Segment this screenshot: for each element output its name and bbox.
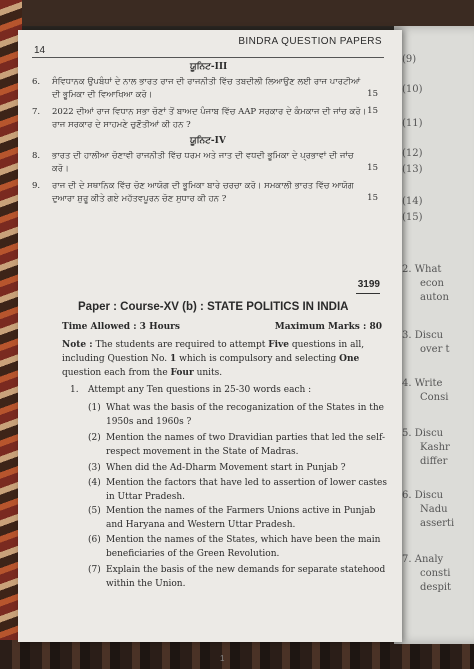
question-text: ਰਾਜ ਦੀ ਦੇ ਸਥਾਨਿਕ ਵਿੱਚ ਚੋਣ ਆਯੋਗ ਦੀ ਭੂਮਿਕਾ ਬਾਰੇ ਚਰਚਾ ਕਰੋ। ਸਮਕਾਲੀ ਭਾਰਤ ਵਿੱਚ ਆਯੋਗ ਦੁਆਰਾ ਸ਼ੁਰੂ ਕੀਤੇ ਗਏ ਮਹੱਤਵਪੂਰਨ ਚੋਣ ਸੁਧਾਰ ਕੀ ਹਨ ? bbox=[52, 181, 354, 204]
note-emphasis: 1 bbox=[170, 354, 177, 364]
next-page-fragment: econ bbox=[420, 278, 444, 289]
unit-heading: ਯੂਨਿਟ-III bbox=[190, 62, 228, 72]
question-text: ਸੰਵਿਧਾਨਕ ਉਪਬੰਧਾਂ ਦੇ ਨਾਲ ਭਾਰਤ ਰਾਜ ਦੀ ਰਾਜਨੀਤੀ ਵਿੱਚ ਤਬਦੀਲੀ ਲਿਆਉਣ ਲਈ ਰਾਜ ਪਾਰਟੀਆਂ ਦੀ ਭੂਮਿਕਾ ਦੀ ਵਿਆਖਿਆ ਕਰੋ। bbox=[52, 77, 361, 100]
next-page-fragment: 4. Write bbox=[402, 378, 443, 389]
note-emphasis: Four bbox=[170, 368, 194, 378]
note-emphasis: One bbox=[339, 354, 360, 364]
next-page-fragment: consti bbox=[420, 568, 451, 579]
next-page-fragment: asserti bbox=[420, 518, 455, 529]
next-page-fragment: (11) bbox=[402, 118, 423, 129]
sub-question-text: Mention the names of two Dravidian parties that led the self-respect movement in the State of Madras. bbox=[106, 433, 386, 457]
question-marks: 15 bbox=[367, 89, 378, 99]
header-rule bbox=[32, 57, 384, 58]
paper-code-rule bbox=[356, 293, 380, 294]
question-text: Attempt any Ten questions in 25-30 words each : bbox=[88, 385, 312, 395]
next-page-fragment: 5. Discu bbox=[402, 428, 444, 439]
sub-question bbox=[88, 461, 388, 475]
note-text: question each from the bbox=[62, 368, 171, 378]
next-page-fragment: (10) bbox=[402, 84, 423, 95]
sub-question bbox=[88, 476, 388, 504]
question-number: 9. bbox=[32, 181, 41, 191]
next-page-fragment: over t bbox=[420, 344, 450, 355]
paper-code: 3199 bbox=[357, 279, 380, 290]
instructions-note bbox=[62, 338, 388, 380]
next-page-fragment: (14) bbox=[402, 196, 423, 207]
sub-question-text: Mention the factors that have led to assertion of lower castes in Uttar Pradesh. bbox=[106, 478, 387, 502]
sub-question-number: (4) bbox=[88, 478, 101, 488]
next-page-fragment: Consi bbox=[420, 392, 449, 403]
maximum-marks: Maximum Marks : 80 bbox=[274, 322, 382, 332]
next-page-fragment: (15) bbox=[402, 212, 423, 223]
next-page-fragment: 3. Discu bbox=[402, 330, 444, 341]
next-page-fragment: Nadu bbox=[420, 504, 448, 515]
next-page-fragment: (13) bbox=[402, 164, 423, 175]
next-page-fragment: 7. Analy bbox=[402, 554, 444, 565]
time-allowed: Time Allowed : 3 Hours bbox=[62, 322, 180, 332]
sub-question-number: (5) bbox=[88, 506, 101, 516]
sub-question-number: (3) bbox=[88, 463, 101, 473]
next-page-fragment: 2. What bbox=[402, 264, 442, 275]
question-8-punjabi bbox=[32, 150, 368, 176]
sub-question bbox=[88, 533, 388, 561]
question-number: 8. bbox=[32, 151, 41, 161]
question-7-punjabi bbox=[32, 106, 368, 132]
paper-title: Paper : Course-XV (b) : STATE POLITICS IN INDIA bbox=[78, 301, 349, 313]
sub-question-text: When did the Ad-Dharm Movement start in Punjab ? bbox=[106, 463, 346, 473]
next-page-fragment: (12) bbox=[402, 148, 423, 159]
question-6-punjabi bbox=[32, 76, 368, 102]
sub-question-text: Explain the basis of the new demands for separate statehood within the Union. bbox=[106, 565, 386, 589]
question-9-punjabi bbox=[32, 180, 368, 206]
question-number: 7. bbox=[32, 107, 41, 117]
unit-heading: ਯੂਨਿਟ-IV bbox=[190, 136, 226, 146]
note-text: The students are required to attempt bbox=[95, 340, 269, 350]
next-page-fragment: differ bbox=[420, 456, 448, 467]
image-page-indicator: 1 bbox=[220, 654, 225, 663]
next-page-fragment: auton bbox=[420, 292, 449, 303]
note-text: which is compulsory and selecting bbox=[176, 354, 340, 364]
page-number: 14 bbox=[34, 45, 46, 56]
question-marks: 15 bbox=[367, 163, 378, 173]
sub-question-number: (7) bbox=[88, 565, 101, 575]
next-page bbox=[394, 26, 474, 644]
sub-question-number: (2) bbox=[88, 433, 101, 443]
sub-question-number: (6) bbox=[88, 535, 101, 545]
note-label: Note : bbox=[62, 340, 93, 350]
next-page-fragment: 6. Discu bbox=[402, 490, 444, 501]
question-text: 2022 ਦੀਆਂ ਰਾਜ ਵਿਧਾਨ ਸਭਾ ਚੋਣਾਂ ਤੋਂ ਬਾਅਦ ਪੰਜਾਬ ਵਿੱਚ AAP ਸਰਕਾਰ ਦੇ ਕੰਮਕਾਜ ਦੀ ਜਾਂਚ ਕਰੋ। ਰਾਜ ਸਰਕਾਰ ਦੇ ਸਾਹਮਣੇ ਚੁਣੌਤੀਆਂ ਕੀ ਹਨ ? bbox=[52, 107, 367, 130]
next-page-fragment: despit bbox=[420, 582, 452, 593]
question-marks: 15 bbox=[367, 106, 378, 116]
note-text: questions in all, including Question No. bbox=[62, 340, 365, 364]
sub-question bbox=[88, 431, 388, 459]
sub-question-text: Mention the names of the Farmers Unions active in Punjab and Haryana and Western Uttar Pradesh. bbox=[106, 506, 376, 530]
background-floor bbox=[0, 640, 474, 669]
background-top bbox=[0, 0, 474, 26]
question-number: 6. bbox=[32, 77, 41, 87]
sub-question-text: Mention the names of the States, which have been the main beneficiaries of the Green Revolution. bbox=[106, 535, 381, 559]
sub-question bbox=[88, 563, 388, 591]
question-paper-page bbox=[18, 30, 402, 642]
sub-question bbox=[88, 504, 388, 532]
question-text: ਭਾਰਤ ਦੀ ਹਾਲੀਆ ਚੋਣਾਵੀ ਰਾਜਨੀਤੀ ਵਿੱਚ ਧਰਮ ਅਤੇ ਜਾਤ ਦੀ ਵਧਦੀ ਭੂਮਿਕਾ ਦੇ ਪ੍ਰਭਾਵਾਂ ਦੀ ਜਾਂਚ ਕਰੋ। bbox=[52, 151, 354, 174]
next-page-fragment: (9) bbox=[402, 54, 417, 65]
publisher-header: BINDRA QUESTION PAPERS bbox=[238, 36, 382, 47]
next-page-fragment: Kashr bbox=[420, 442, 450, 453]
question-number: 1. bbox=[70, 385, 79, 395]
note-emphasis: Five bbox=[268, 340, 289, 350]
note-text: units. bbox=[193, 368, 223, 378]
sub-question bbox=[88, 401, 388, 429]
question-marks: 15 bbox=[367, 193, 378, 203]
sub-question-text: What was the basis of the recoganization of the States in the 1950s and 1960s ? bbox=[106, 403, 384, 427]
sub-question-number: (1) bbox=[88, 403, 101, 413]
